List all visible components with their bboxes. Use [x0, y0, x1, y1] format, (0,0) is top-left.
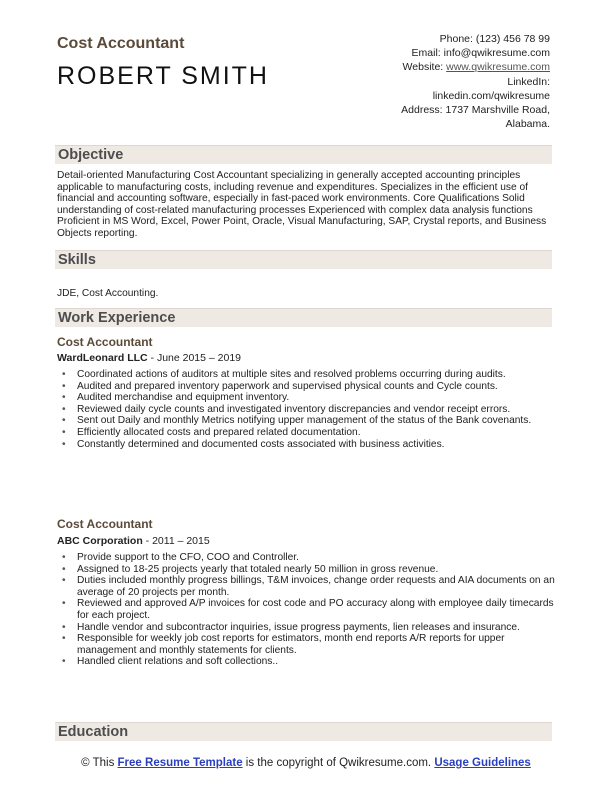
- list-item: • Responsible for weekly job cost reports for estimators, month end reports A/R reports for upper management and monthly statements for clients.: [62, 633, 557, 656]
- job-company: WardLeonard LLC - June 2015 – 2019: [57, 352, 242, 364]
- section-work-experience: [55, 308, 552, 327]
- section-title: Objective: [58, 147, 124, 163]
- list-item: • Audited merchandise and equipment inventory.: [62, 392, 557, 404]
- list-item: • Duties included monthly progress billings, T&M invoices, change order requests and AIA documents on an average of 20 projects per month.: [62, 575, 557, 598]
- contact-email: Email: info@qwikresume.com: [411, 47, 550, 60]
- section-title: Education: [58, 724, 129, 740]
- list-item: • Constantly determined and documented costs associated with business activities.: [62, 439, 557, 451]
- section-education: [55, 722, 552, 741]
- contact-address-line2: Alabama.: [505, 118, 550, 131]
- list-item: • Efficiently allocated costs and prepared related documentation.: [62, 427, 557, 439]
- job-role: Cost Accountant: [57, 517, 153, 531]
- contact-block: [320, 32, 550, 131]
- contact-address: Address: 1737 Marshville Road,: [401, 104, 550, 117]
- copyright-footer: © This Free Resume Template is the copyright of Qwikresume.com. Usage Guidelines: [81, 757, 531, 769]
- contact-linkedin: linkedin.com/qwikresume: [432, 89, 550, 102]
- website-link[interactable]: www.qwikresume.com: [446, 61, 550, 74]
- list-item: • Handled client relations and soft collections..: [62, 656, 557, 668]
- list-item: • Assigned to 18-25 projects yearly that totaled nearly 50 million in gross revenue.: [62, 564, 557, 576]
- objective-text: Detail-oriented Manufacturing Cost Accountant specializing in generally accepted accounting principles applicable to manufacturing costs, including revenue and expenditures. Specializes in the efficient use of financial and accounting software, especially in fast-paced work environments. Core Qualifications Solid understanding of cost-related manufacturing processes Experienced with complex data analysis functions Proficient in MS Word, Excel, Power Point, Oracle, Visual Manufacturing, SAP, Crystal reports, and Business Objects reporting.: [57, 170, 547, 239]
- free-resume-template-link[interactable]: Free Resume Template: [117, 757, 243, 769]
- section-title: Work Experience: [58, 310, 176, 326]
- contact-website: Website: www.qwikresume.com: [402, 61, 550, 74]
- candidate-name: ROBERT SMITH: [57, 62, 269, 90]
- contact-linkedin-label: LinkedIn:: [507, 75, 550, 88]
- section-objective: [55, 145, 552, 164]
- usage-guidelines-link[interactable]: Usage Guidelines: [434, 757, 531, 769]
- job-company: ABC Corporation - 2011 – 2015: [57, 535, 210, 547]
- header-job-title: Cost Accountant: [57, 35, 185, 52]
- job-bullets: [62, 369, 557, 450]
- list-item: • Provide support to the CFO, COO and Controller.: [62, 552, 557, 564]
- job-role: Cost Accountant: [57, 335, 153, 349]
- contact-phone: Phone: (123) 456 78 99: [439, 33, 550, 45]
- list-item: • Reviewed daily cycle counts and investigated inventory discrepancies and vendor receipt errors.: [62, 404, 557, 416]
- list-item: • Reviewed and approved A/P invoices for cost code and PO accuracy along with employee daily timecards for each project.: [62, 598, 557, 621]
- list-item: • Handle vendor and subcontractor inquiries, issue progress payments, lien releases and insurance.: [62, 622, 557, 634]
- list-item: • Audited and prepared inventory paperwork and supervised physical counts and Cycle counts.: [62, 381, 557, 393]
- list-item: • Coordinated actions of auditors at multiple sites and resolved problems occurring during audits.: [62, 369, 557, 381]
- job-bullets: [62, 552, 557, 668]
- skills-text: JDE, Cost Accounting.: [57, 288, 159, 299]
- section-skills: [55, 250, 552, 269]
- section-title: Skills: [58, 252, 96, 268]
- list-item: • Sent out Daily and monthly Metrics notifying upper management of the status of the Bank covenants.: [62, 415, 557, 427]
